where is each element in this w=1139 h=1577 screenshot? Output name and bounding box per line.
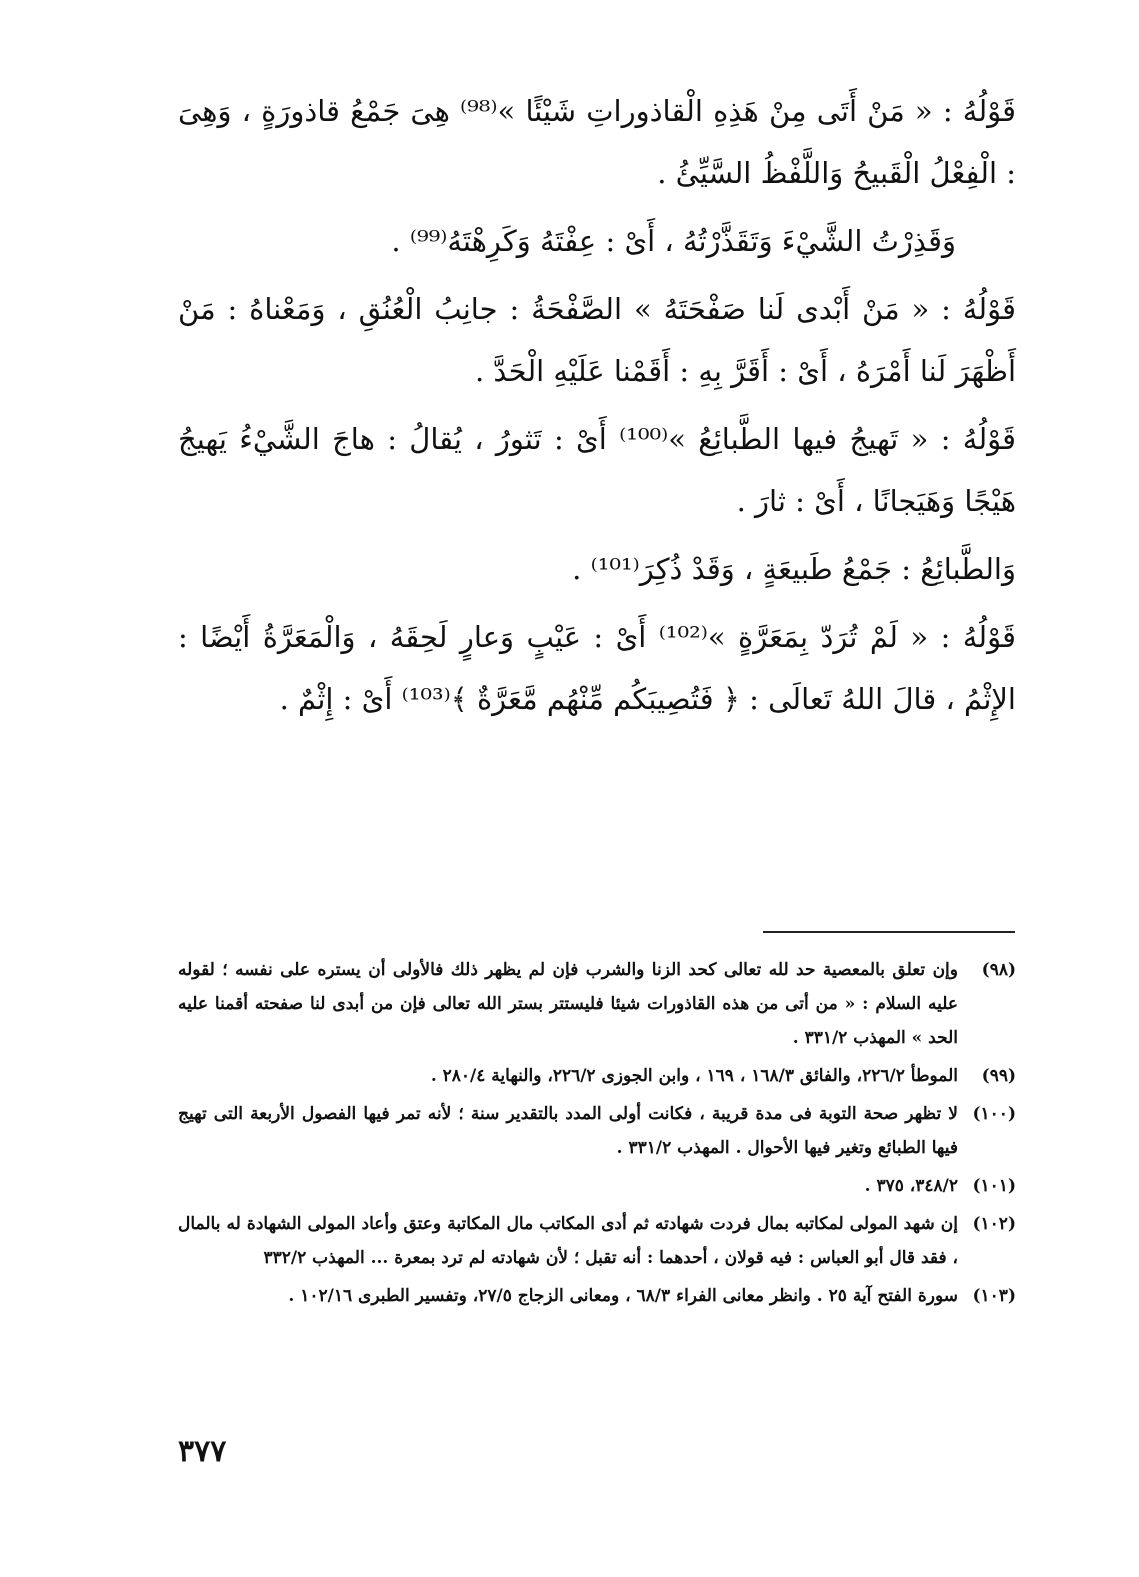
main-text xyxy=(178,80,1016,736)
footnote xyxy=(178,1059,1016,1093)
footnote-text: وإن تعلق بالمعصية حد لله تعالى كحد الزنا والشرب فإن لم يظهر ذلك فالأولى أن يستره على نفسه ؛ لقوله عليه السلام : « من أتى من هذه القاذورات شيئا فليستتر بستر الله تعالى فإن من أبدى لنا صفحته أقمنا عليه الحد » المهذب ٣٣١/٢ . xyxy=(178,960,958,1048)
footnote-number: (١٠٣) xyxy=(972,1286,1016,1306)
footnotes xyxy=(178,953,1016,1317)
footnote-text: ٣٤٨/٢، ٣٧٥ . xyxy=(864,1176,958,1196)
footnote xyxy=(178,953,1016,1055)
paragraph: قَوْلُهُ : « مَنْ أَبْدى لَنا صَفْحَتَهُ » الصَّفْحَةُ : جانِبُ الْعُنُقِ ، وَمَعْناهُ : مَنْ أَظْهَرَ لَنا أَمْرَهُ ، أَىْ : أَقَرَّ بِهِ : أَقَمْنا عَلَيْهِ الْحَدَّ . xyxy=(178,292,1016,388)
footnote-text: إن شهد المولى لمكاتبه بمال فردت شهادته ثم أدى المكاتب مال المكاتبة وعتق وأعاد المولى الشهادة له بالمال ، فقد قال أبو العباس : فيه قولان ، أحدهما : أنه تقبل ؛ لأن شهادته لم ترد بمعرة ... المهذب ٣٣٢/٢ xyxy=(178,1214,958,1268)
footnote-text: الموطأ ٢٢٦/٢، والفائق ١٦٨/٣ ، ١٦٩ ، وابن الجوزى ٢٢٦/٢، والنهاية ٢٨٠/٤ . xyxy=(430,1066,958,1086)
footnote-number: (١٠١) xyxy=(972,1176,1016,1196)
footnote xyxy=(178,1279,1016,1313)
footnote xyxy=(178,1207,1016,1275)
footnote xyxy=(178,1097,1016,1165)
footnote-number: (٩٨) xyxy=(981,960,1016,980)
footnote-text: سورة الفتح آية ٢٥ . وانظر معانى الفراء ٦٨/٣ ، ومعانى الزجاج ٢٧/٥، وتفسير الطبرى ١٠٢/١٦ . xyxy=(288,1286,958,1306)
footnote-number: (٩٩) xyxy=(981,1066,1016,1086)
paragraph: قَوْلُهُ : « مَنْ أَتَى مِنْ هَذِهِ الْقاذوراتِ شَيْئًا »⁽⁹⁸⁾ هِىَ جَمْعُ قاذورَةٍ ، وَهِىَ : الْفِعْلُ الْقَبيحُ وَاللَّفْظُ السَّيِّئُ . xyxy=(178,94,1016,190)
footnote-divider xyxy=(763,931,1015,933)
footnote xyxy=(178,1169,1016,1203)
paragraph: وَقَذِرْتُ الشَّيْءَ وَتَقَذَّرْتُهُ ، أَىْ : عِفْتَهُ وَكَرِهْتَهُ⁽⁹⁹⁾ . xyxy=(391,224,956,258)
page-number: ٣٧٧ xyxy=(178,1434,227,1469)
paragraph: قَوْلُهُ : « لَمْ تُرَدّ بِمَعَرَّةٍ »⁽¹⁰²⁾ أَىْ : عَيْبٍ وَعارٍ لَحِقَهُ ، وَالْمَعَرَّةُ أَيْضًا : الإِثْمُ ، قالَ اللهُ تَعالَى : ﴿ فَتُصِيبَكُم مِّنْهُم مَّعَرَّةٌ ﴾⁽¹⁰³⁾ أَىْ : إِثْمٌ . xyxy=(178,620,1016,716)
footnote-text: لا تظهر صحة التوبة فى مدة قريبة ، فكانت أولى المدد بالتقدير سنة ؛ لأنه تمر فيها الفصول الأربعة التى تهيج فيها الطبائع وتغير فيها الأحوال . المهذب ٣٣١/٢ . xyxy=(178,1104,958,1158)
footnote-number: (١٠٠) xyxy=(972,1104,1016,1124)
paragraph: قَوْلُهُ : « تَهيجُ فيها الطَّبائِعُ »⁽¹⁰⁰⁾ أَىْ : تَثورُ ، يُقالُ : هاجَ الشَّيْءُ يَهيجُ هَيْجًا وَهَيَجانًا ، أَىْ : ثارَ . xyxy=(178,422,1017,518)
paragraph: وَالطَّبائِعُ : جَمْعُ طَبيعَةٍ ، وَقَدْ ذُكِرَ⁽¹⁰¹⁾ . xyxy=(572,552,1016,586)
footnote-number: (١٠٢) xyxy=(972,1214,1016,1234)
